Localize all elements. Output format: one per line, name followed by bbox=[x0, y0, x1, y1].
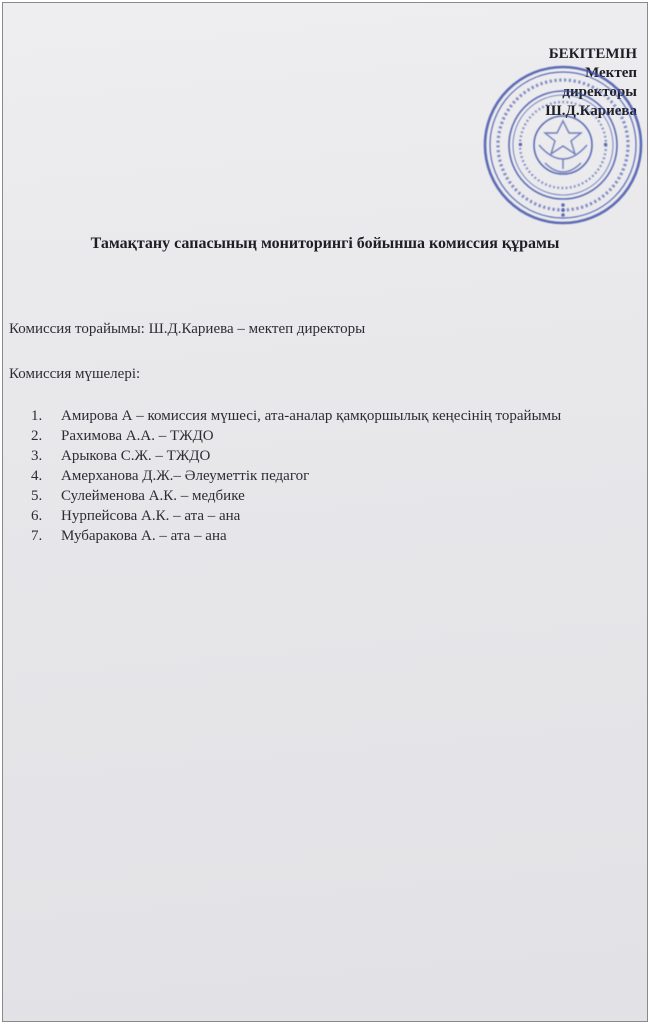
list-item bbox=[31, 466, 631, 486]
approval-position: директоры bbox=[562, 84, 637, 100]
official-seal-icon bbox=[481, 63, 645, 227]
list-item-number: 4. bbox=[31, 468, 43, 484]
document-frame bbox=[2, 2, 648, 1022]
approval-signatory: Ш.Д.Кариева bbox=[545, 103, 637, 119]
list-item-number: 1. bbox=[31, 408, 43, 424]
approval-school: Мектеп bbox=[585, 65, 637, 81]
commission-chair-line: Комиссия торайымы: Ш.Д.Кариева – мектеп директоры bbox=[9, 321, 366, 337]
list-item-number: 5. bbox=[31, 488, 43, 504]
members-list bbox=[31, 406, 631, 546]
list-item-number: 3. bbox=[31, 448, 43, 464]
list-item-text: Рахимова А.А. – ТЖДО bbox=[61, 428, 214, 444]
list-item bbox=[31, 446, 631, 466]
list-item-number: 6. bbox=[31, 508, 43, 524]
list-item-number: 7. bbox=[31, 528, 43, 544]
list-item-text: Сулейменова А.К. – медбике bbox=[61, 488, 245, 504]
approval-heading: БЕКІТЕМІН bbox=[548, 46, 637, 62]
list-item-number: 2. bbox=[31, 428, 43, 444]
list-item bbox=[31, 526, 631, 546]
members-heading: Комиссия мүшелері: bbox=[9, 366, 141, 382]
list-item-text: Нурпейсова А.К. – ата – ана bbox=[61, 508, 241, 524]
list-item bbox=[31, 426, 631, 446]
list-item bbox=[31, 486, 631, 506]
list-item-text: Мубаракова А. – ата – ана bbox=[61, 528, 227, 544]
list-item-text: Амирова А – комиссия мүшесі, ата-аналар қамқоршылық кеңесінің торайымы bbox=[61, 408, 562, 424]
list-item-text: Амерханова Д.Ж.– Әлеуметтік педагог bbox=[61, 468, 310, 484]
list-item-text: Арыкова С.Ж. – ТЖДО bbox=[61, 448, 211, 464]
document-title: Тамақтану сапасының мониторингі бойынша комиссия құрамы bbox=[90, 235, 560, 252]
list-item bbox=[31, 406, 631, 426]
list-item bbox=[31, 506, 631, 526]
document-page bbox=[3, 3, 647, 1021]
